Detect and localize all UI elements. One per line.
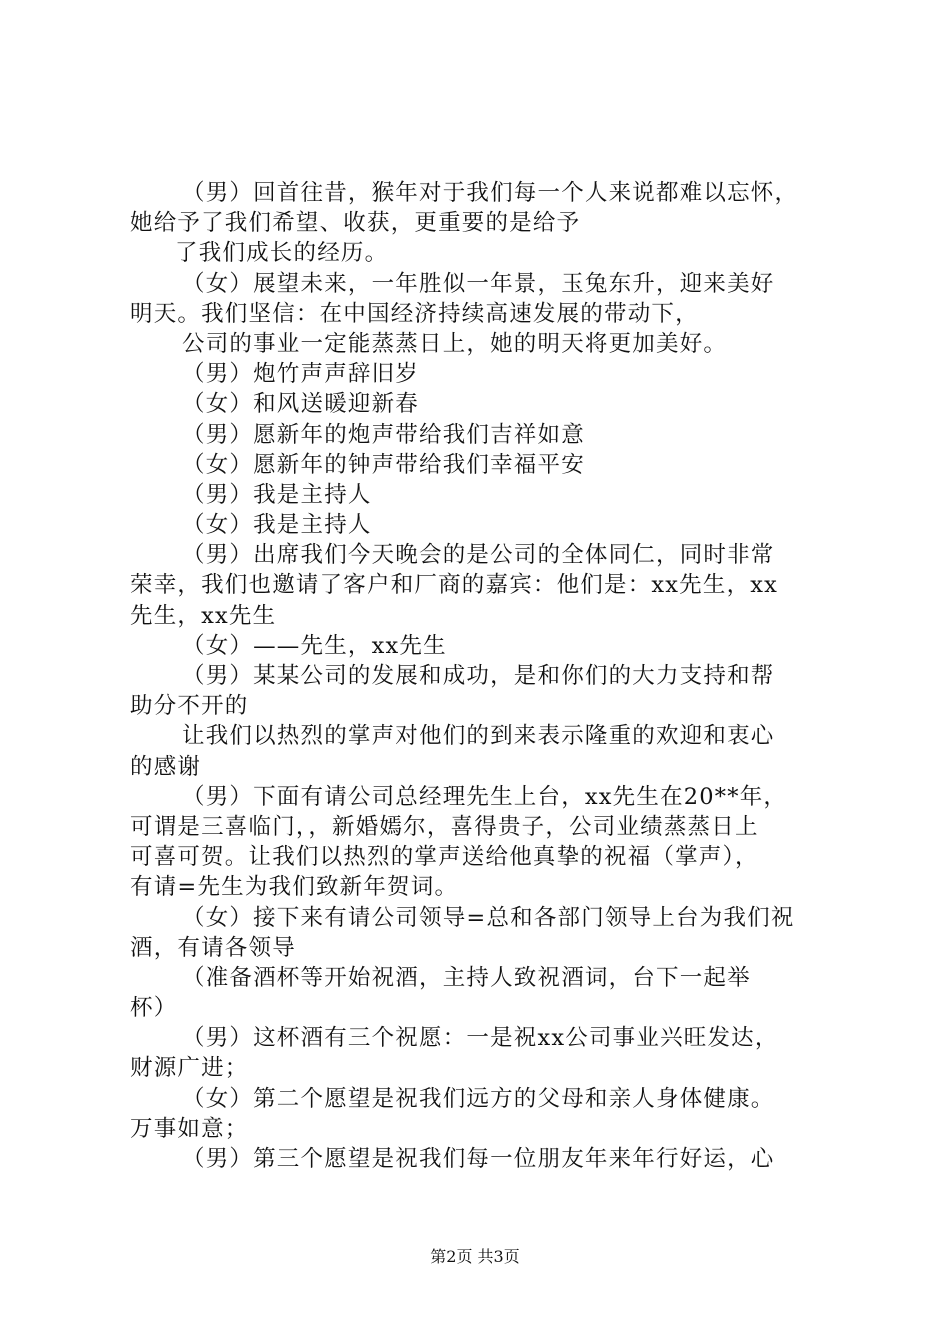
page-footer: 第2页 共3页 xyxy=(430,1247,520,1266)
text-line: 她给予了我们希望、收获，更重要的是给予 xyxy=(130,210,581,237)
text-line: 可谓是三喜临门，，新婚嫣尔，喜得贵子，公司业绩蒸蒸日上 xyxy=(130,813,759,840)
text-line: 财源广进； xyxy=(130,1055,249,1082)
text-line: （女）我是主持人 xyxy=(182,512,372,539)
text-line: 让我们以热烈的掌声对他们的到来表示隆重的欢迎和衷心 xyxy=(182,723,775,750)
text-line: （男）某某公司的发展和成功，是和你们的大力支持和帮 xyxy=(182,663,775,689)
text-line: （男）我是主持人 xyxy=(182,481,372,508)
text-line: （女）愿新年的钟声带给我们幸福平安 xyxy=(182,451,585,478)
text-line: 助分不开的 xyxy=(130,693,249,720)
text-line: 有请=先生为我们致新年贺词。 xyxy=(130,874,459,901)
text-line: 可喜可贺。让我们以热烈的掌声送给他真挚的祝福（掌声）， xyxy=(130,844,759,871)
text-line: （男）出席我们今天晚会的是公司的全体同仁，同时非常 xyxy=(182,542,775,569)
text-line: （女）第二个愿望是祝我们远方的父母和亲人身体健康。 xyxy=(182,1085,775,1112)
text-line: 酒，有请各领导 xyxy=(130,934,296,961)
text-line: 先生，xx先生 xyxy=(130,602,277,629)
text-line: 公司的事业一定能蒸蒸日上，她的明天将更加美好。 xyxy=(182,330,728,357)
text-line: 明天。我们坚信：在中国经济持续高速发展的带动下， xyxy=(130,300,699,327)
text-line: （女）——先生，xx先生 xyxy=(182,632,447,659)
text-line: 杯） xyxy=(130,995,178,1022)
text-line: （男）这杯酒有三个祝愿：一是祝xx公司事业兴旺发达， xyxy=(182,1025,779,1052)
text-line: （男）愿新年的炮声带给我们吉祥如意 xyxy=(182,421,585,448)
text-line: 荣幸，我们也邀请了客户和厂商的嘉宾：他们是：xx先生，xx xyxy=(130,572,779,599)
text-line: （准备酒杯等开始祝酒，主持人致祝酒词，台下一起举 xyxy=(182,964,751,991)
text-line: （男）炮竹声声辞旧岁 xyxy=(182,361,420,388)
text-line: 万事如意； xyxy=(130,1115,249,1142)
text-line: （男）回首往昔，猴年对于我们每一个人来说都难以忘怀， xyxy=(182,180,799,206)
text-line: （男）第三个愿望是祝我们每一位朋友年来年行好运，心 xyxy=(182,1146,775,1172)
text-line: （女）接下来有请公司领导=总和各部门领导上台为我们祝 xyxy=(182,904,795,931)
text-line: （女）和风送暖迎新春 xyxy=(182,391,420,418)
document-body xyxy=(130,178,830,1174)
text-line: 的感谢 xyxy=(130,753,202,780)
text-line: （女）展望未来，一年胜似一年景，玉兔东升，迎来美好 xyxy=(182,270,775,297)
text-line: （男）下面有请公司总经理先生上台，xx先生在20**年， xyxy=(182,783,788,810)
text-line: 了我们成长的经历。 xyxy=(175,240,389,267)
